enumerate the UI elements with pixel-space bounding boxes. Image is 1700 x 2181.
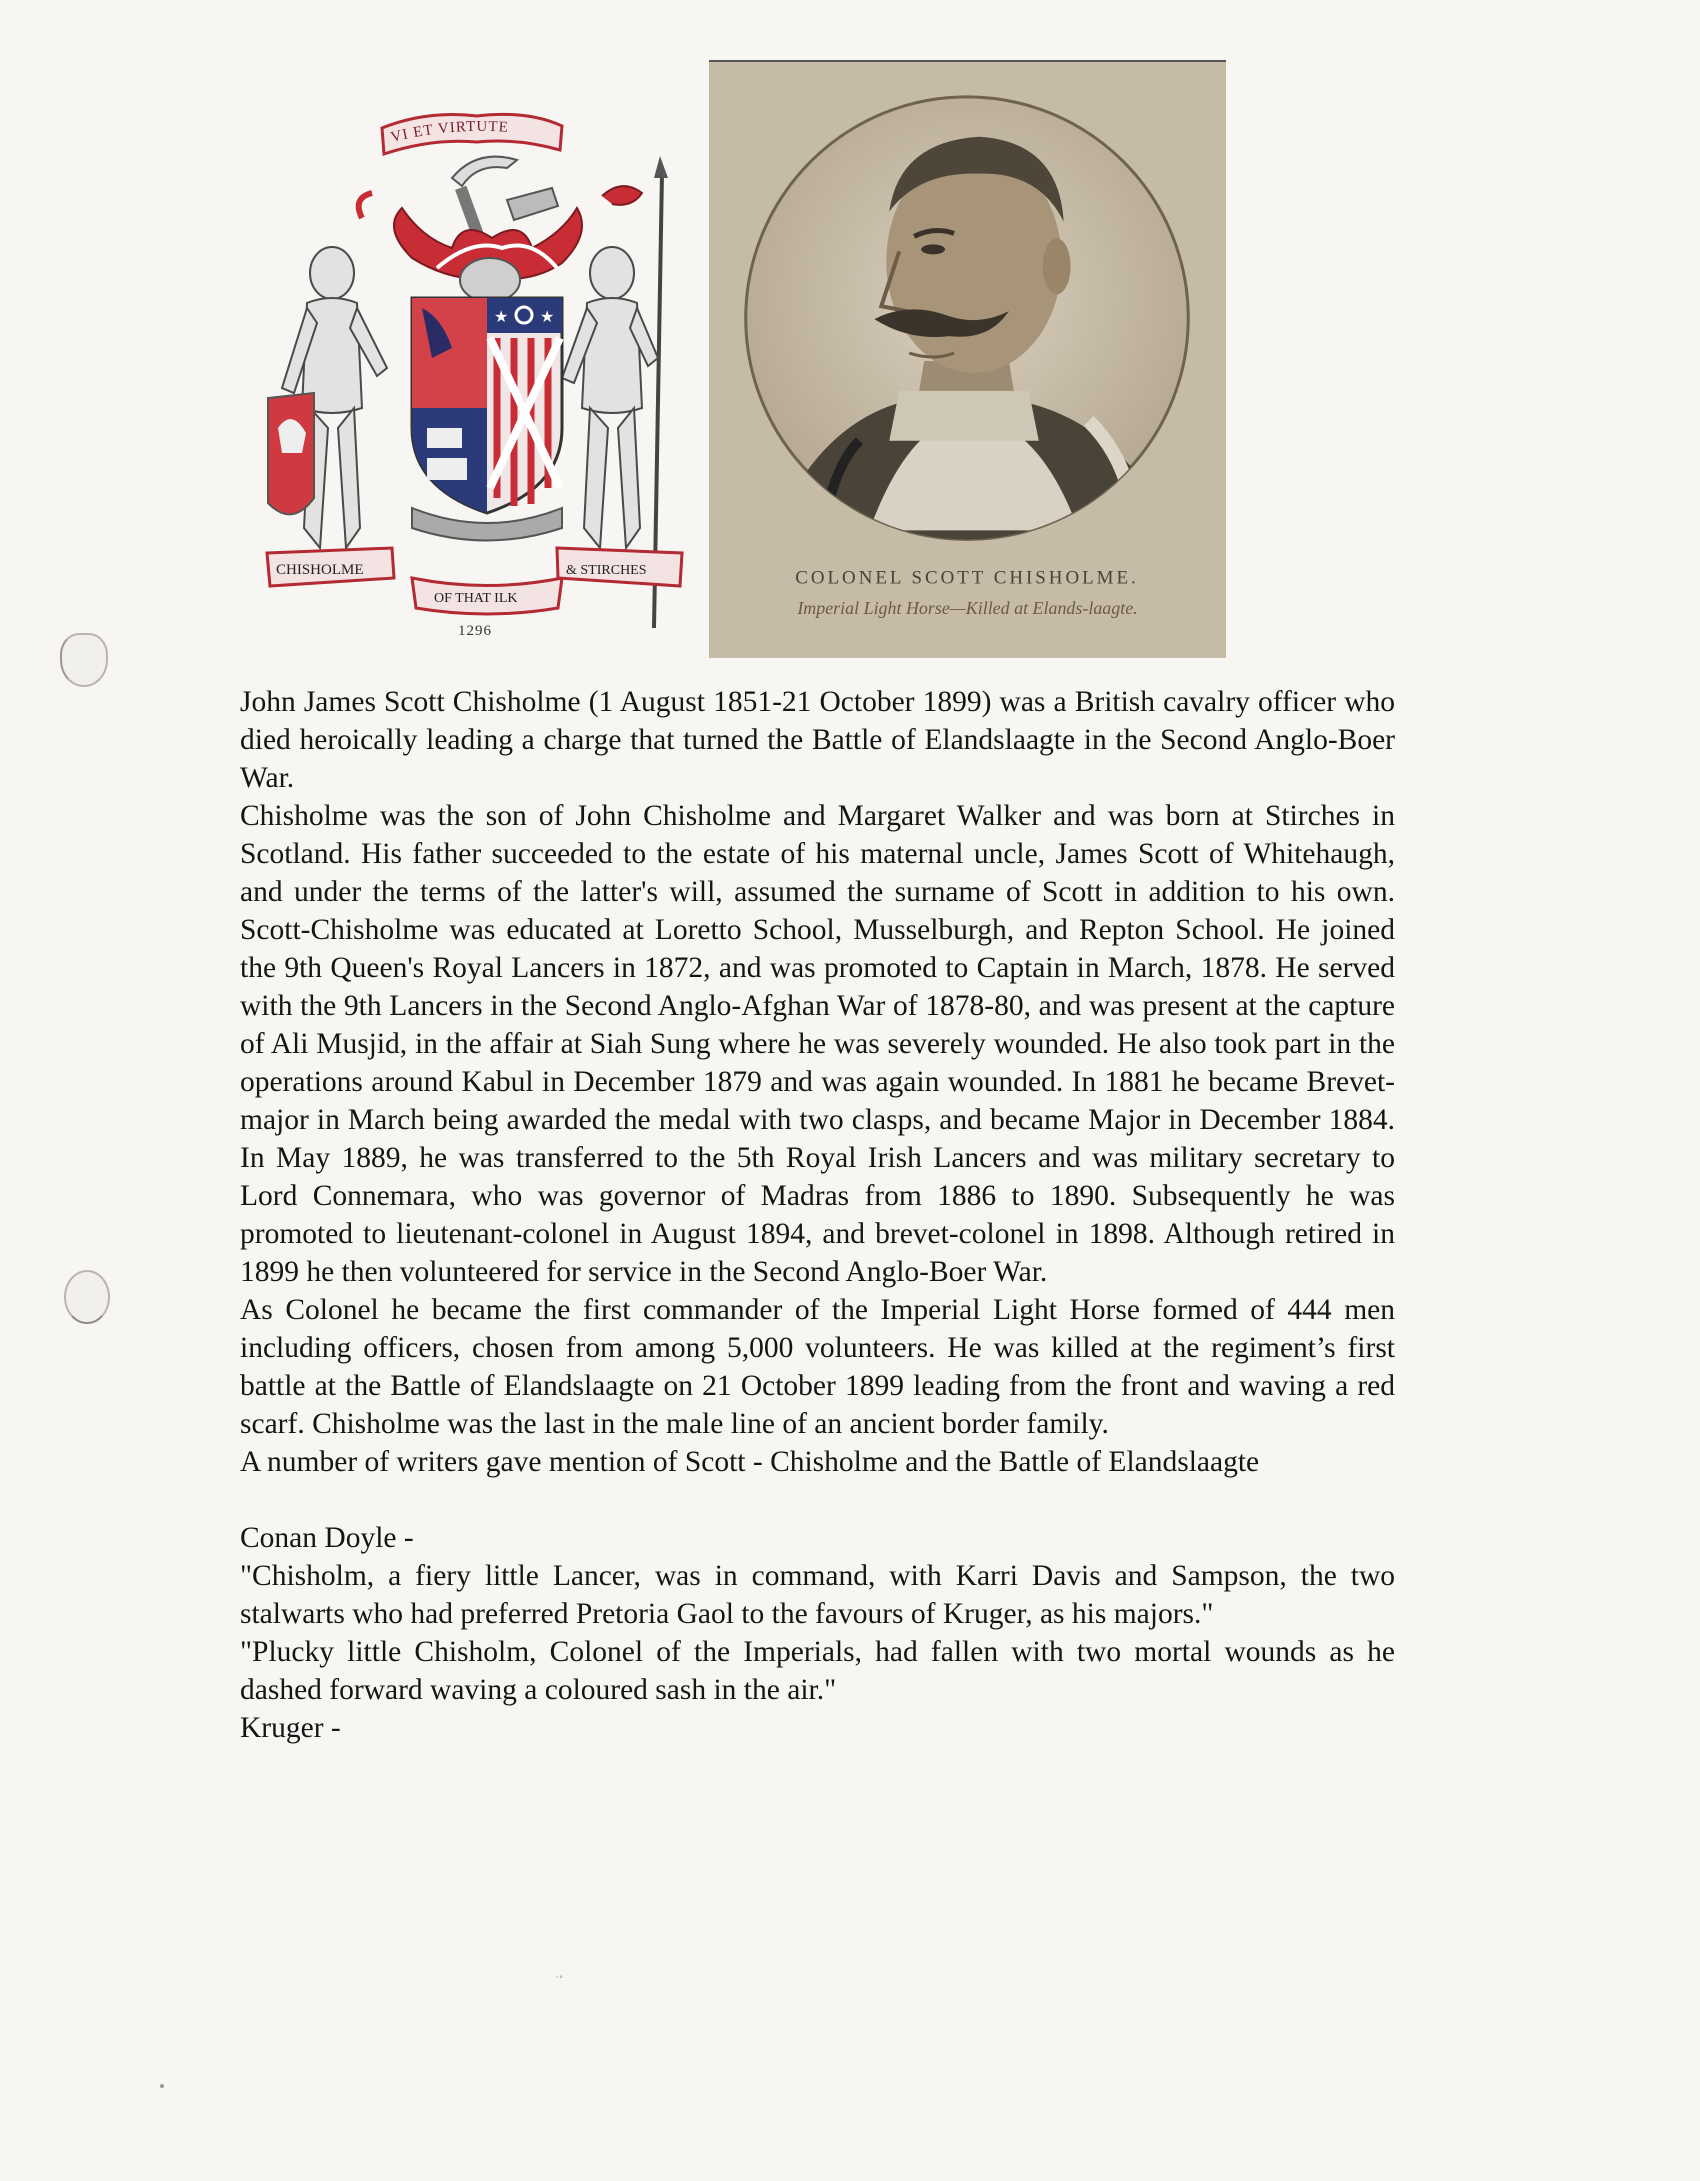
arms-year: 1296 — [458, 623, 492, 639]
quote-doyle-1: "Chisholm, a fiery little Lancer, was in command, with Karri Davis and Sampson, the two stalwarts who had preferred Pretoria Gaol to the favours of Kruger, as his majors." — [240, 1560, 1395, 1630]
paragraph-intro: John James Scott Chisholme (1 August 1851-21 October 1899) was a British cavalry officer who died heroically leading a charge that turned the Battle of Elandslaagte in the Second Anglo-Boer War. — [240, 686, 1395, 794]
blank-line — [240, 1481, 1395, 1519]
svg-text:★: ★ — [494, 309, 509, 326]
paragraph-biography: Chisholme was the son of John Chisholme and Margaret Walker and was born at Stirches in Scotland. His father succeeded to the estate of his maternal uncle, James Scott of Whitehaugh, and under the terms of the latter's will, assumed the surname of Scott in addition to his own. Scott-Chisholme was educated at Loretto School, Musselburgh, and Repton School. He joined the 9th Queen's Royal Lancers in 1872, and was promoted to Captain in March, 1878. He served with the 9th Lancers in the Second Anglo-Afghan War of 1878-80, and was present at the capture of Ali Musjid, in the affair at Siah Sung where he was severely wounded. He also took part in the operations around Kabul in December 1879 and was again wounded. In 1881 he became Brevet-major in March being awarded the medal with two clasps, and became Major in December 1884. In May 1889, he was transferred to the 5th Royal Irish Lancers and was military secretary to Lord Connemara, who was governor of Madras from 1886 to 1890. Subsequently he was promoted to lieutenant-colonel in August 1894, and brevet-colonel in 1898. Although retired in 1899 he then volunteered for service in the Second Anglo-Boer War. — [240, 800, 1395, 1288]
scan-smudge: ˙˚ — [555, 1973, 563, 1987]
punch-hole — [64, 1270, 110, 1324]
scan-dot — [160, 2084, 164, 2088]
motto-text: VI ET VIRTUTE — [389, 118, 510, 146]
portrait-caption-name: COLONEL SCOTT CHISHOLME. — [795, 567, 1139, 589]
arms-right-label: & STIRCHES — [566, 563, 647, 578]
arms-left-label: CHISHOLME — [276, 562, 364, 578]
paragraph-imperial-light-horse: As Colonel he became the first commander of the Imperial Light Horse formed of 444 men including officers, chosen from among 5,000 volunteers. He was killed at the regiment’s first battle at the Battle of Elandslaagte on 21 October 1899 leading from the front and waving a red scarf. Chisholme was the last in the male line of an ancient border family. — [240, 1294, 1395, 1440]
quote-doyle-2: "Plucky little Chisholm, Colonel of the Imperials, had fallen with two mortal wounds as he dashed forward waving a coloured sash in the air." — [240, 1636, 1395, 1706]
svg-text:★: ★ — [540, 309, 555, 326]
quote-author-kruger: Kruger - — [240, 1712, 341, 1744]
portrait-caption-desc: Imperial Light Horse—Killed at Elands-laagte. — [797, 598, 1138, 619]
quote-author-doyle: Conan Doyle - — [240, 1522, 414, 1554]
article-body — [240, 683, 1395, 1747]
paragraph-writers: A number of writers gave mention of Scott - Chisholme and the Battle of Elandslaagte — [240, 1446, 1260, 1478]
arms-center-label: OF THAT ILK — [434, 591, 518, 606]
portrait-photo — [709, 60, 1226, 658]
coat-of-arms — [262, 108, 690, 648]
punch-hole — [60, 633, 108, 687]
